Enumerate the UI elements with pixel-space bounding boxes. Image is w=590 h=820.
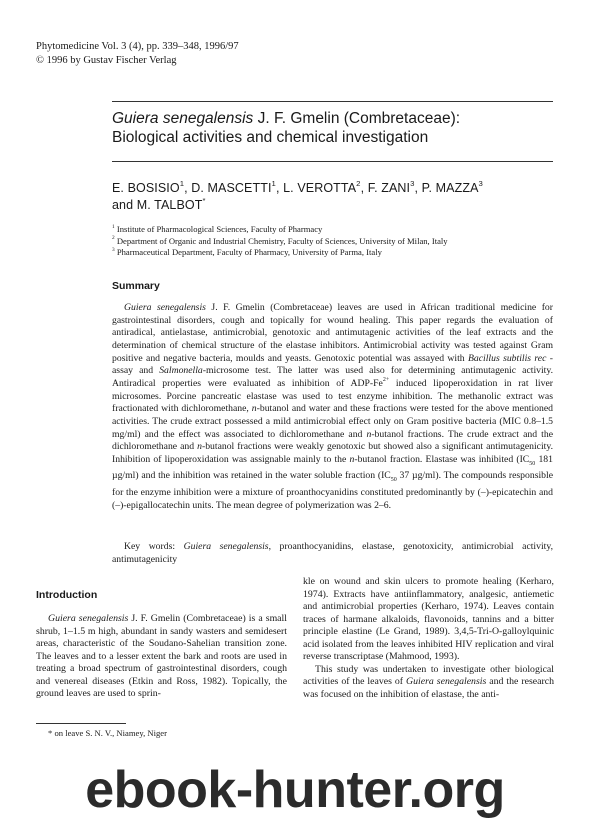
author-affil-mark: 3 <box>478 179 483 189</box>
author-footnote-mark: * <box>202 196 206 206</box>
author-affil-mark: 2 <box>356 179 361 189</box>
abstract: Guiera senegalensis J. F. Gmelin (Combretaceae) leaves are used in African traditional medicine for gastrointestinal disorders, cough and topically for wound healing. This paper regards the evaluation of antiradical, antielastase, antimicrobial, genotoxic and antimutagenic activities of the leaf extracts and the determination of chemical structure of the elastase inhibitors. Antimicrobial activity was tested against Gram positive and negative bacteria, moulds and yeasts. Genotoxic potential was assayed with Bacillus subtilis rec -assay and Salmonella-microsome test. The latter was used also for determining antimutagenic activity. Antiradical properties were evaluated as inhibition of ADP-$Fe^{2+}$ induced lipoperoxidation in rat liver microsomes. Porcine pancreatic elastase was used to test enzyme inhibition. The methanolic extract was fractionated with dichloromethane, n-butanol and water and these fractions were tested for the above mentioned activities. The crude extract possessed a mild antimicrobial effect only on Gram positive bacteria (MIC 0.8–1.5 mg/ml) and the effect was associated to dichloromethane and n-butanol fractions. The crude extract and the dichloromethane and n-butanol fractions were weakly genotoxic but showed also a significant antimutagenicity. Inhibition of lipoperoxidation was assignable mainly to the n-butanol fraction. Elastase was inhibited ($IC_{50}$ 181 µg/ml) and the inhibition was retained in the water soluble fraction ($IC_{50}$ 37 µg/ml). The compounds responsible for the enzyme inhibition were a mixture of proanthocyanidins constituted predominantly by (–)-epicatechin and (–)-epigallocatechin units. The mean degree of polymerization was 2–6. <box>112 302 554 511</box>
author-name: E. BOSISIO <box>112 181 180 195</box>
title-rule-bottom <box>112 161 553 162</box>
author-affil-mark: 3 <box>410 179 415 189</box>
journal-copyright: © 1996 by Gustav Fischer Verlag <box>36 55 177 66</box>
journal-header <box>36 40 239 68</box>
keywords: Key words: Guiera senegalensis, proanthocyanidins, elastase, genotoxicity, antimicrobial activity, antimutagenicity <box>112 541 553 565</box>
article-title <box>112 109 562 147</box>
affiliation-item: $^2$ Department of Organic and Industrial Chemistry, Faculty of Sciences, University of Milan, Italy <box>112 235 448 246</box>
introduction-heading: Introduction <box>36 589 98 601</box>
affiliation-item: $^1$ Institute of Pharmacological Sciences, Faculty of Pharmacy <box>112 223 323 234</box>
footnote: * on leave S. N. V., Niamey, Niger <box>48 728 167 738</box>
affiliations <box>112 224 562 259</box>
author-name: and M. TALBOT <box>112 198 203 212</box>
author-affil-mark: 1 <box>271 179 276 189</box>
watermark: ebook-hunter.org <box>85 761 505 819</box>
summary-heading: Summary <box>112 280 160 292</box>
author-list: E. BOSISIO$^1$, D. MASCETTI$^1$, L. VEROTTA$^2$, F. ZANI$^3$, P. MAZZA$^3$ and M. TALBOT* <box>112 179 483 212</box>
title-line2: Biological activities and chemical investigation <box>112 129 429 146</box>
author-name: D. MASCETTI <box>191 181 272 195</box>
affiliation-item: $^3$ Pharmaceutical Department, Faculty of Pharmacy, University of Parma, Italy <box>112 246 382 257</box>
author-name: F. ZANI <box>367 181 411 195</box>
footnote-rule <box>36 723 126 724</box>
author-name: P. MAZZA <box>421 181 479 195</box>
intro-column-right: kle on wound and skin ulcers to promote healing (Kerharo, 1974). Extracts have antiinflammatory, analgesic, antiemetic and antimicrobial properties (Kerharo, 1974). Leaves contain traces of harmane alkaloids, flavonoids, tannins and a bitter principle elastine (Le Grand, 1989). 3,4,5-Tri-O-galloylquinic acid isolated from the leaves inhibited HIV replication and viral reverse transcriptase (Mahmood, 1993). This study was undertaken to investigate other biological activities of the leaves of Guiera senegalensis and the research was focused on the inhibition of elastase, the anti- <box>303 576 554 700</box>
author-affil-mark: 1 <box>179 179 185 189</box>
title-rule-top <box>112 101 553 102</box>
title-species: Guiera senegalensis <box>112 110 254 127</box>
intro-column-left: Guiera senegalensis J. F. Gmelin (Combretaceae) is a small shrub, 1–1.5 m high, abundant in sandy wasters and semidesert areas, characteristic of the Soudano-Sahelian transition zone. The leaves and to a lesser extent the bark and roots are used in treating a broad spectrum of gastrointestinal disorders, cough and venereal diseases (Etkin and Ross, 1982). Topically, the ground leaves are used to sprin- <box>36 613 287 699</box>
journal-citation: Phytomedicine Vol. 3 (4), pp. 339–348, 1996/97 <box>36 41 239 52</box>
title-line1: J. F. Gmelin (Combretaceae): <box>253 110 461 127</box>
author-name: L. VEROTTA <box>283 181 357 195</box>
